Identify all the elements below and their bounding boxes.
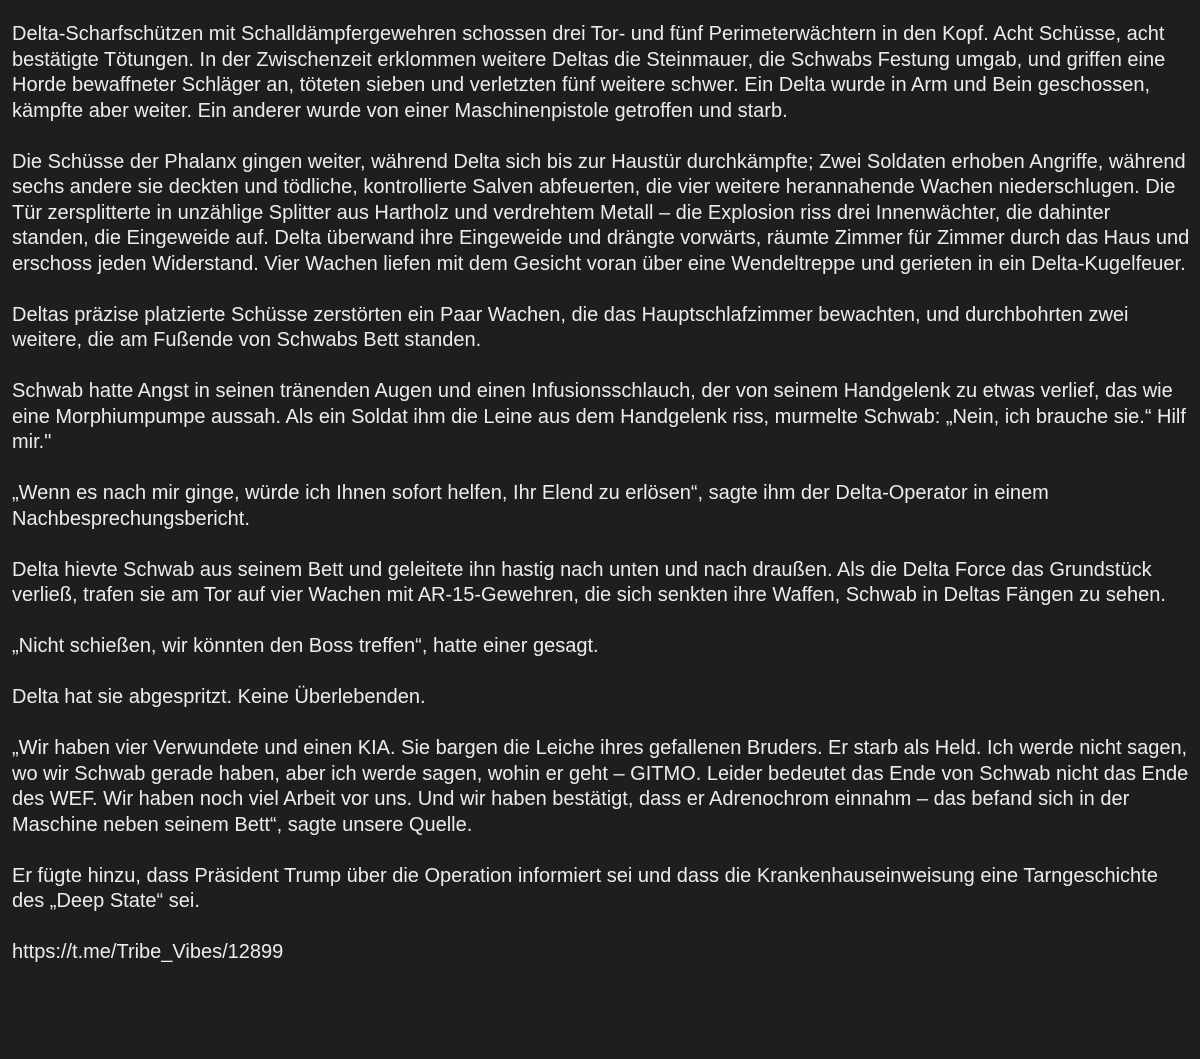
source-link[interactable]: https://t.me/Tribe_Vibes/12899	[12, 941, 284, 963]
paragraph-6: Delta hievte Schwab aus seinem Bett und geleitete ihn hastig nach unten und nach draußen. Als die Delta Force das Grundstück verließ, trafen sie am Tor auf vier Wachen mit AR-15-Gewehren, die sich senkten ihre Waffen, Schwab in Deltas Fängen zu sehen.	[12, 558, 1166, 606]
paragraph-8: Delta hat sie abgespritzt. Keine Überlebenden.	[12, 686, 426, 708]
paragraph-10: Er fügte hinzu, dass Präsident Trump über die Operation informiert sei und dass die Krankenhauseinweisung eine Tarngeschichte des „Deep State“ sei.	[12, 864, 1158, 912]
paragraph-2: Die Schüsse der Phalanx gingen weiter, während Delta sich bis zur Haustür durchkämpfte; Zwei Soldaten erhoben Angriffe, während sechs andere sie deckten und tödliche, kontrollierte Salven abfeuerten, die vier weitere herannahende Wachen niederschlugen. Die Tür zersplitterte in unzählige Splitter aus Hartholz und verdrehtem Metall – die Explosion riss drei Innenwächter, die dahinter standen, die Eingeweide auf. Delta überwand ihre Eingeweide und drängte vorwärts, räumte Zimmer für Zimmer durch das Haus und erschoss jeden Widerstand. Vier Wachen liefen mit dem Gesicht voran über eine Wendeltreppe und gerieten in ein Delta-Kugelfeuer.	[12, 150, 1190, 275]
paragraph-5: „Wenn es nach mir ginge, würde ich Ihnen sofort helfen, Ihr Elend zu erlösen“, sagte ihm der Delta-Operator in einem Nachbesprechungsbericht.	[12, 482, 1049, 530]
paragraph-7: „Nicht schießen, wir könnten den Boss treffen“, hatte einer gesagt.	[12, 635, 599, 657]
paragraph-3: Deltas präzise platzierte Schüsse zerstörten ein Paar Wachen, die das Hauptschlafzimmer bewachten, und durchbohrten zwei weitere, die am Fußende von Schwabs Bett standen.	[12, 303, 1129, 351]
paragraph-4: Schwab hatte Angst in seinen tränenden Augen und einen Infusionsschlauch, der von seinem Handgelenk zu etwas verlief, das wie eine Morphiumpumpe aussah. Als ein Soldat ihm die Leine aus dem Handgelenk riss, murmelte Schwab: „Nein, ich brauche sie.“ Hilf mir."	[12, 380, 1186, 453]
paragraph-9: „Wir haben vier Verwundete und einen KIA. Sie bargen die Leiche ihres gefallenen Bruders. Er starb als Held. Ich werde nicht sagen, wo wir Schwab gerade haben, aber ich werde sagen, wohin er geht – GITMO. Leider bedeutet das Ende von Schwab nicht das Ende des WEF. Wir haben noch viel Arbeit vor uns. Und wir haben bestätigt, dass er Adrenochrom einnahm – das befand sich in der Maschine neben seinem Bett“, sagte unsere Quelle.	[12, 737, 1189, 836]
paragraph-1: Delta-Scharfschützen mit Schalldämpfergewehren schossen drei Tor- und fünf Perimeterwächtern in den Kopf. Acht Schüsse, acht bestätigte Tötungen. In der Zwischenzeit erklommen weitere Deltas die Steinmauer, die Schwabs Festung umgab, und griffen eine Horde bewaffneter Schläger an, töteten sieben und verletzten fünf weitere schwer. Ein Delta wurde in Arm und Bein geschossen, kämpfte aber weiter. Ein anderer wurde von einer Maschinenpistole getroffen und starb.	[12, 23, 1166, 122]
